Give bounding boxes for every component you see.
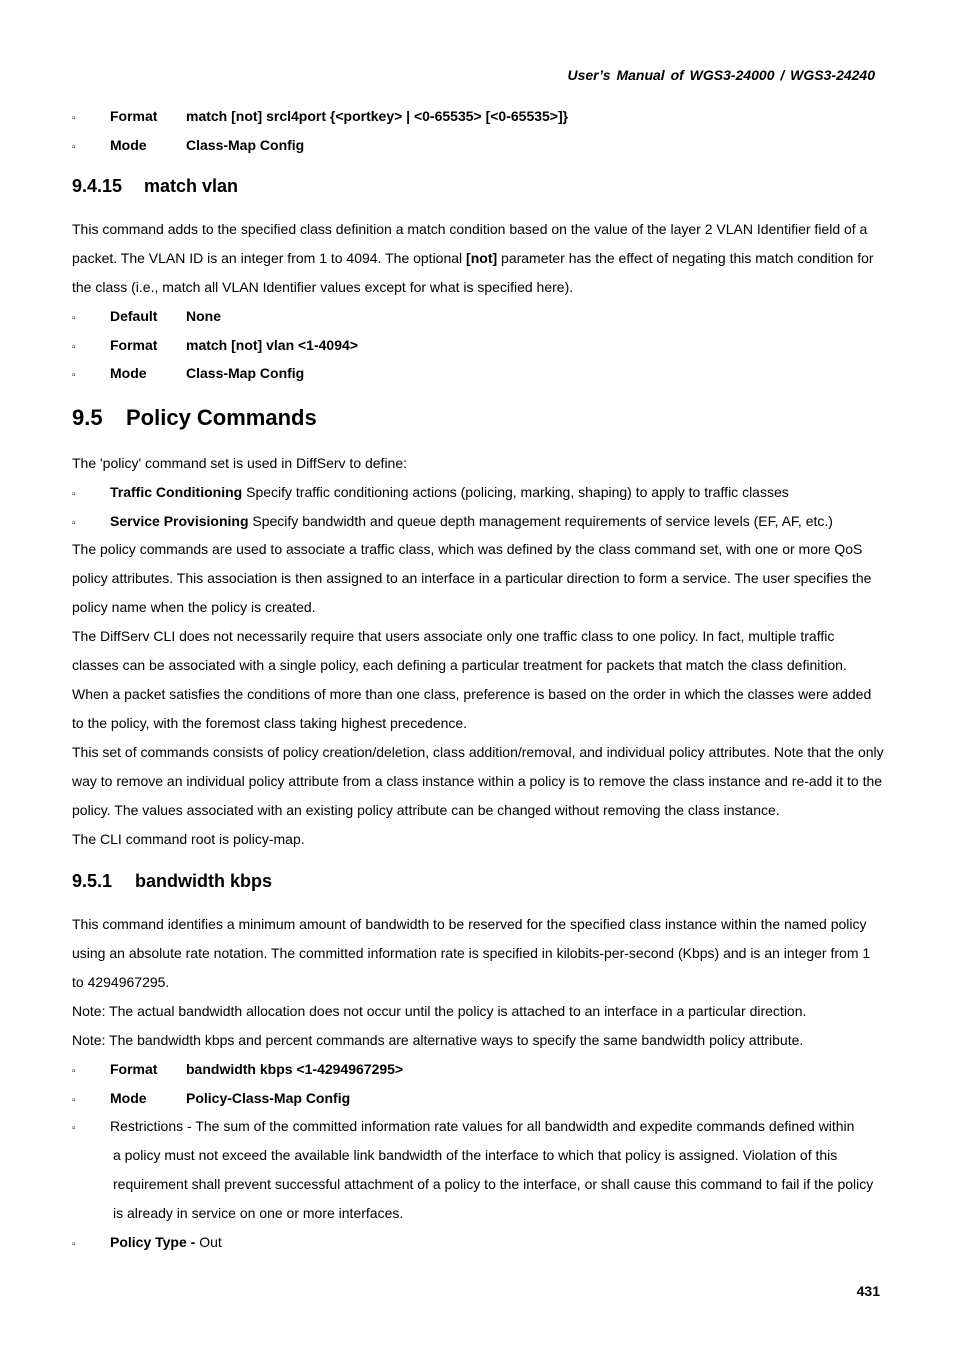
bold-text: Restrictions - bbox=[110, 1118, 192, 1135]
bullet-icon: ▫ bbox=[72, 517, 76, 529]
format-label: Format bbox=[110, 1061, 158, 1078]
text: Specify bandwidth and queue depth management requirements of service levels (EF, AF, etc.) bbox=[248, 512, 833, 529]
bullet-service-provisioning bbox=[72, 507, 884, 536]
text: Out bbox=[195, 1234, 222, 1251]
paragraph: This set of commands consists of policy creation/deletion, class addition/removal, and individual policy attributes. Note that the only way to remove an individual policy attribute from a class instance within a policy is to remove the class instance and re-add it to the policy. The values associated with an existing policy attribute can be changed without removing the class instance. bbox=[72, 744, 884, 819]
mode-label: Mode bbox=[110, 1089, 147, 1106]
section-title: bandwidth kbps bbox=[135, 871, 272, 892]
paragraph: This command identifies a minimum amount of bandwidth to be reserved for the specified class instance within the named policy using an absolute rate notation. The committed information rate is specified in kilobits-per-second (Kbps) and is an integer from 1 to 4294967295. bbox=[72, 916, 871, 991]
bullet-icon: ▫ bbox=[72, 1094, 76, 1106]
bullet-default bbox=[72, 302, 884, 331]
bullet-icon: ▫ bbox=[72, 313, 76, 325]
bullet-icon: ▫ bbox=[72, 113, 76, 124]
text: The sum of the committed information rate values for all bandwidth and expedite commands defined within bbox=[191, 1118, 855, 1135]
mode-label: Mode bbox=[110, 365, 147, 382]
mode-value: Class-Map Config bbox=[186, 136, 305, 153]
mode-value: Class-Map Config bbox=[186, 365, 305, 382]
bold-text: Traffic Conditioning bbox=[110, 483, 243, 500]
note: Note: The bandwidth kbps and percent commands are alternative ways to specify the same bandwidth policy attribute. bbox=[72, 1032, 804, 1049]
bullet-icon: ▫ bbox=[72, 141, 76, 153]
section-heading-9-5-1 bbox=[72, 871, 884, 892]
paragraph: The policy commands are used to associate a traffic class, which was defined by the class command set, with one or more QoS policy attributes. This association is then assigned to an interface in a particular direction to form a service. The user specifies the policy name when the policy is created. bbox=[72, 541, 872, 616]
bullet-mode bbox=[72, 131, 884, 160]
bullet-icon: ▫ bbox=[72, 341, 76, 353]
section-title: match vlan bbox=[144, 176, 239, 197]
bullet-restrictions bbox=[72, 1112, 884, 1228]
bullet-icon: ▫ bbox=[72, 1123, 76, 1135]
bullet-traffic-conditioning bbox=[72, 478, 884, 507]
format-value: match [not] vlan <1-4094> bbox=[186, 336, 358, 353]
default-value: None bbox=[186, 308, 221, 325]
bold-text: Service Provisioning bbox=[110, 512, 249, 529]
section-heading-9-5 bbox=[72, 405, 884, 431]
note: Note: The actual bandwidth allocation does not occur until the policy is attached to an interface in a particular direction. bbox=[72, 1003, 807, 1020]
text: This command adds to the specified class definition a match condition based on the value of the layer 2 VLAN Identifier field of a packet. The VLAN ID is an integer from 1 to 4094. The optional bbox=[72, 221, 868, 267]
bullet-icon: ▫ bbox=[72, 488, 76, 500]
bullet-format bbox=[72, 331, 884, 360]
bold-text: [not] bbox=[466, 250, 498, 267]
section-number: 9.5 bbox=[72, 404, 103, 430]
default-label: Default bbox=[110, 308, 158, 325]
section-title: Policy Commands bbox=[126, 404, 317, 430]
text: Specify traffic conditioning actions (policing, marking, shaping) to apply to traffic classes bbox=[242, 483, 789, 500]
page-number: 431 bbox=[856, 1283, 880, 1299]
bullet-icon: ▫ bbox=[72, 1066, 76, 1078]
text: a policy must not exceed the available link bandwidth of the interface to which that policy is assigned. Violation of this requirement shall prevent successful attachment of a policy to the interface, or shall cause this command to fail if the policy is already in service on one or more interfaces. bbox=[113, 1147, 874, 1222]
paragraph: The CLI command root is policy-map. bbox=[72, 831, 305, 848]
bullet-mode bbox=[72, 1084, 884, 1113]
format-value: match [not] srcl4port {<portkey> | <0-65535> [<0-65535>]} bbox=[186, 108, 569, 124]
page-content bbox=[72, 102, 884, 1257]
bullet-policy-type bbox=[72, 1228, 884, 1257]
section-number: 9.4.15 bbox=[72, 176, 123, 197]
bold-text: Policy Type - bbox=[110, 1234, 196, 1251]
bullet-format bbox=[72, 1055, 884, 1084]
format-label: Format bbox=[110, 336, 158, 353]
mode-value: Policy-Class-Map Config bbox=[186, 1089, 351, 1106]
restrictions-text bbox=[110, 1112, 884, 1228]
format-label: Format bbox=[110, 108, 158, 124]
paragraph: The 'policy' command set is used in DiffServ to define: bbox=[72, 454, 408, 471]
paragraph: The DiffServ CLI does not necessarily require that users associate only one traffic class to one policy. In fact, multiple traffic classes can be associated with a single policy, each defining a particular treatment for packets that match the class definition. When a packet satisfies the conditions of more than one class, preference is based on the order in which the classes were added to the policy, with the foremost class taking highest precedence. bbox=[72, 628, 872, 732]
bullet-icon: ▫ bbox=[72, 1239, 76, 1251]
bullet-icon: ▫ bbox=[72, 370, 76, 382]
format-value: bandwidth kbps <1-4294967295> bbox=[186, 1061, 404, 1078]
section-number: 9.5.1 bbox=[72, 871, 113, 892]
section-heading-9-4-15 bbox=[72, 176, 884, 197]
page-header: User’s Manual of WGS3-24000 / WGS3-24240 bbox=[567, 67, 875, 83]
paragraph bbox=[72, 215, 884, 302]
text: parameter has the effect of negating this match condition for the class (i.e., match all VLAN Identifier values except for what is specified here). bbox=[72, 250, 874, 296]
bullet-format bbox=[72, 102, 884, 131]
bullet-mode bbox=[72, 359, 884, 388]
mode-label: Mode bbox=[110, 136, 147, 153]
